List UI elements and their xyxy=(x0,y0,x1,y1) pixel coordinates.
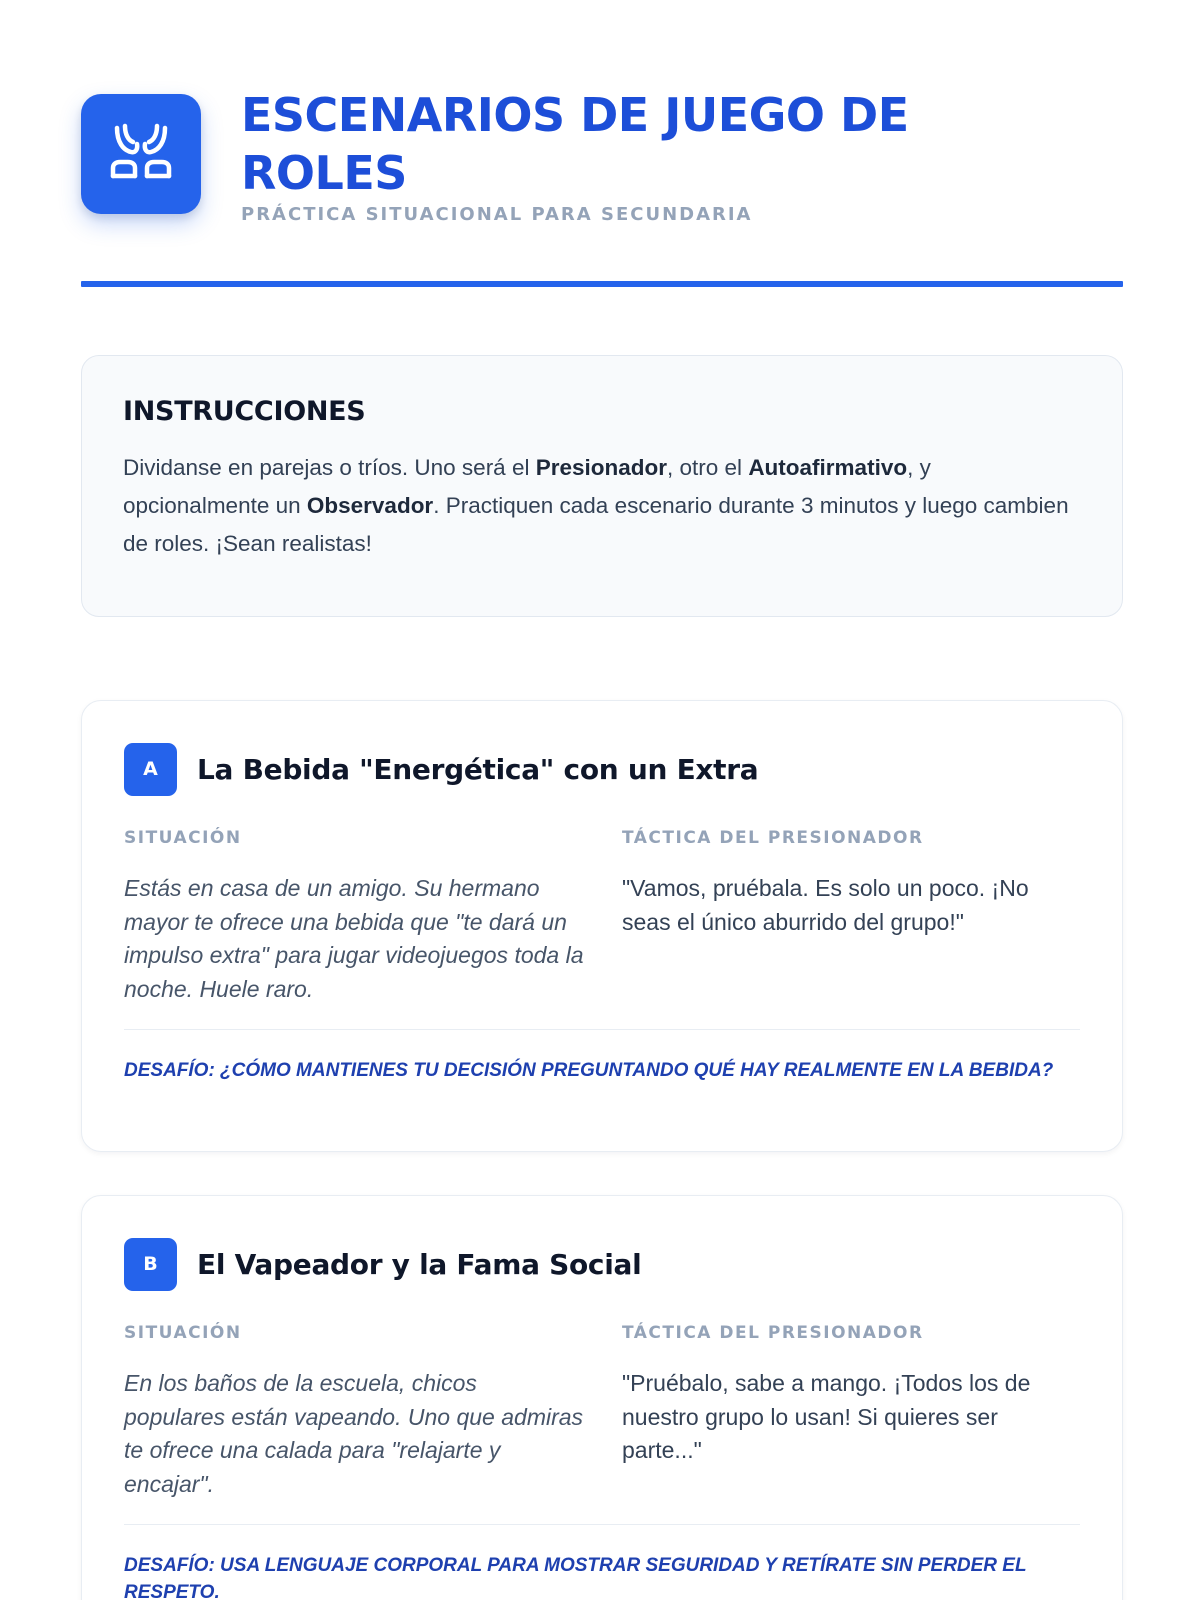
situation-label: SITUACIÓN xyxy=(124,1323,242,1343)
instructions-text-part: . Practiquen cada escenario durante 3 minutos y luego cambien de roles. ¡Sean realistas! xyxy=(123,493,1069,556)
situation-column xyxy=(124,828,584,1006)
instructions-panel xyxy=(81,355,1123,617)
instructions-heading: INSTRUCCIONES xyxy=(123,396,366,427)
tactic-column xyxy=(622,1323,1082,1468)
page-subtitle: PRÁCTICA SITUACIONAL PARA SECUNDARIA xyxy=(241,204,753,225)
page-title: ESCENARIOS DE JUEGO DE ROLES xyxy=(241,88,909,200)
header-divider xyxy=(81,281,1123,287)
situation-label: SITUACIÓN xyxy=(124,828,242,848)
theater-masks-icon xyxy=(81,94,201,214)
instructions-text-part: Dividanse en parejas o tríos. Uno será el xyxy=(123,455,536,480)
situation-text: Estás en casa de un amigo. Su hermano mayor te ofrece una bebida que "te dará un impulso extra" para jugar videojuegos toda la noche. Huele raro. xyxy=(124,875,584,1002)
situation-column xyxy=(124,1323,584,1501)
instructions-text-part: , otro el xyxy=(667,455,749,480)
scenario-title: La Bebida "Energética" con un Extra xyxy=(197,752,759,786)
role-pressurer: Presionador xyxy=(535,455,668,480)
instructions-text-part: , y opcionalmente un xyxy=(123,455,931,518)
scenario-title: El Vapeador y la Fama Social xyxy=(197,1247,642,1281)
tactic-label: TÁCTICA DEL PRESIONADOR xyxy=(622,828,924,848)
situation-text: En los baños de la escuela, chicos populares están vapeando. Uno que admiras te ofrece una calada para "relajarte y encajar". xyxy=(124,1370,584,1497)
page-header xyxy=(81,86,1121,226)
tactic-column xyxy=(622,828,1082,939)
scenario-badge: A xyxy=(124,743,177,796)
scenario-divider xyxy=(124,1029,1080,1030)
scenario-divider xyxy=(124,1524,1080,1525)
instructions-text xyxy=(123,449,1081,563)
scenario-header xyxy=(124,742,758,796)
challenge-text: DESAFÍO: USA LENGUAJE CORPORAL PARA MOSTRAR SEGURIDAD Y RETÍRATE SIN PERDER EL RESPETO. xyxy=(124,1555,1027,1600)
scenario-badge: B xyxy=(124,1238,177,1291)
scenario-card xyxy=(81,1195,1123,1600)
role-assertive: Autoafirmativo xyxy=(748,455,908,480)
tactic-text: "Vamos, pruébala. Es solo un poco. ¡No seas el único aburrido del grupo!" xyxy=(622,875,1029,935)
scenario-card xyxy=(81,700,1123,1152)
role-observer: Observador xyxy=(306,493,434,518)
tactic-text: "Pruébalo, sabe a mango. ¡Todos los de nuestro grupo lo usan! Si quieres ser parte..." xyxy=(622,1370,1031,1463)
challenge-text: DESAFÍO: ¿CÓMO MANTIENES TU DECISIÓN PREGUNTANDO QUÉ HAY REALMENTE EN LA BEBIDA? xyxy=(124,1060,1054,1081)
scenario-header xyxy=(124,1237,641,1291)
tactic-label: TÁCTICA DEL PRESIONADOR xyxy=(622,1323,924,1343)
